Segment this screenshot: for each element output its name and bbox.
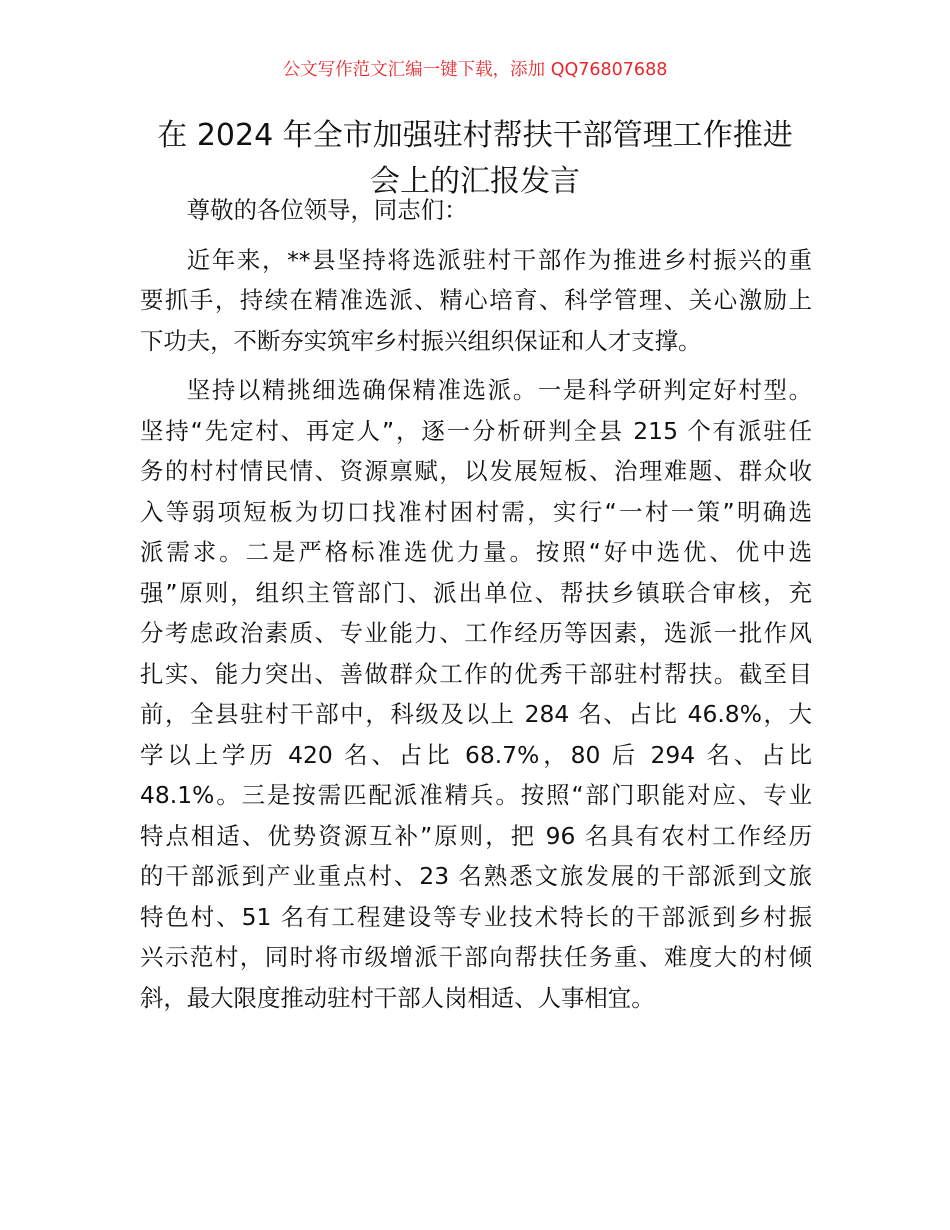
salutation-text: 尊敬的各位领导，同志们： xyxy=(186,196,468,224)
paragraph-line: 前，全县驻村干部中，科级及以上 284 名、占比 46.8%，大 xyxy=(140,700,812,728)
paragraph-line: 扎实、能力突出、善做群众工作的优秀干部驻村帮扶。截至目 xyxy=(140,659,812,688)
paragraph-line: 强”原则，组织主管部门、派出单位、帮扶乡镇联合审核，充 xyxy=(140,578,812,607)
paragraph-line: 兴示范村，同时将市级增派干部向帮扶任务重、难度大的村倾 xyxy=(140,943,812,971)
paragraph-line: 的干部派到产业重点村、23 名熟悉文旅发展的干部派到文旅 xyxy=(140,862,812,890)
document-body xyxy=(140,190,812,1027)
paragraph-line: 斜，最大限度推动驻村干部人岗相适、人事相宜。 xyxy=(140,983,655,1012)
paragraph-line: 分考虑政治素质、专业能力、工作经历等因素，选派一批作风 xyxy=(140,619,812,647)
paragraph-line: 近年来，**县坚持将选派驻村干部作为推进乡村振兴的重 xyxy=(186,245,812,274)
paragraph-line: 特色村、51 名有工程建设等专业技术特长的干部派到乡村振 xyxy=(140,902,812,931)
paragraph-intro xyxy=(140,240,812,362)
paragraph-line: 学以上学历 420 名、占比 68.7%，80 后 294 名、占比 xyxy=(140,740,812,769)
paragraph-line: 坚持“先定村、再定人”，逐一分析研判全县 215 个有派驻任 xyxy=(140,416,812,445)
paragraph-line: 要抓手，持续在精准选派、精心培育、科学管理、关心激励上 xyxy=(140,286,812,314)
salutation xyxy=(140,190,812,231)
paragraph-line: 48.1%。三是按需匹配派准精兵。按照“部门职能对应、专业 xyxy=(140,781,812,809)
title-line-1: 在 2024 年全市加强驻村帮扶干部管理工作推进 xyxy=(157,118,793,153)
download-banner: 公文写作范文汇编一键下载，添加 QQ76807688 xyxy=(282,60,668,80)
paragraph-line: 入等弱项短板为切口找准村困村需，实行“一村一策”明确选 xyxy=(140,497,812,526)
paragraph-selection xyxy=(140,370,812,1018)
paragraph-line: 务的村村情民情、资源禀赋，以发展短板、治理难题、群众收 xyxy=(140,457,812,485)
paragraph-line: 下功夫，不断夯实筑牢乡村振兴组织保证和人才支撑。 xyxy=(140,326,702,355)
paragraph-line: 坚持以精挑细选确保精准选派。一是科学研判定好村型。 xyxy=(186,376,812,404)
paragraph-line: 派需求。二是严格标准选优力量。按照“好中选优、优中选 xyxy=(140,538,812,566)
paragraph-line: 特点相适、优势资源互补”原则，把 96 名具有农村工作经历 xyxy=(140,821,812,850)
title-line-2: 会上的汇报发言 xyxy=(370,164,580,199)
